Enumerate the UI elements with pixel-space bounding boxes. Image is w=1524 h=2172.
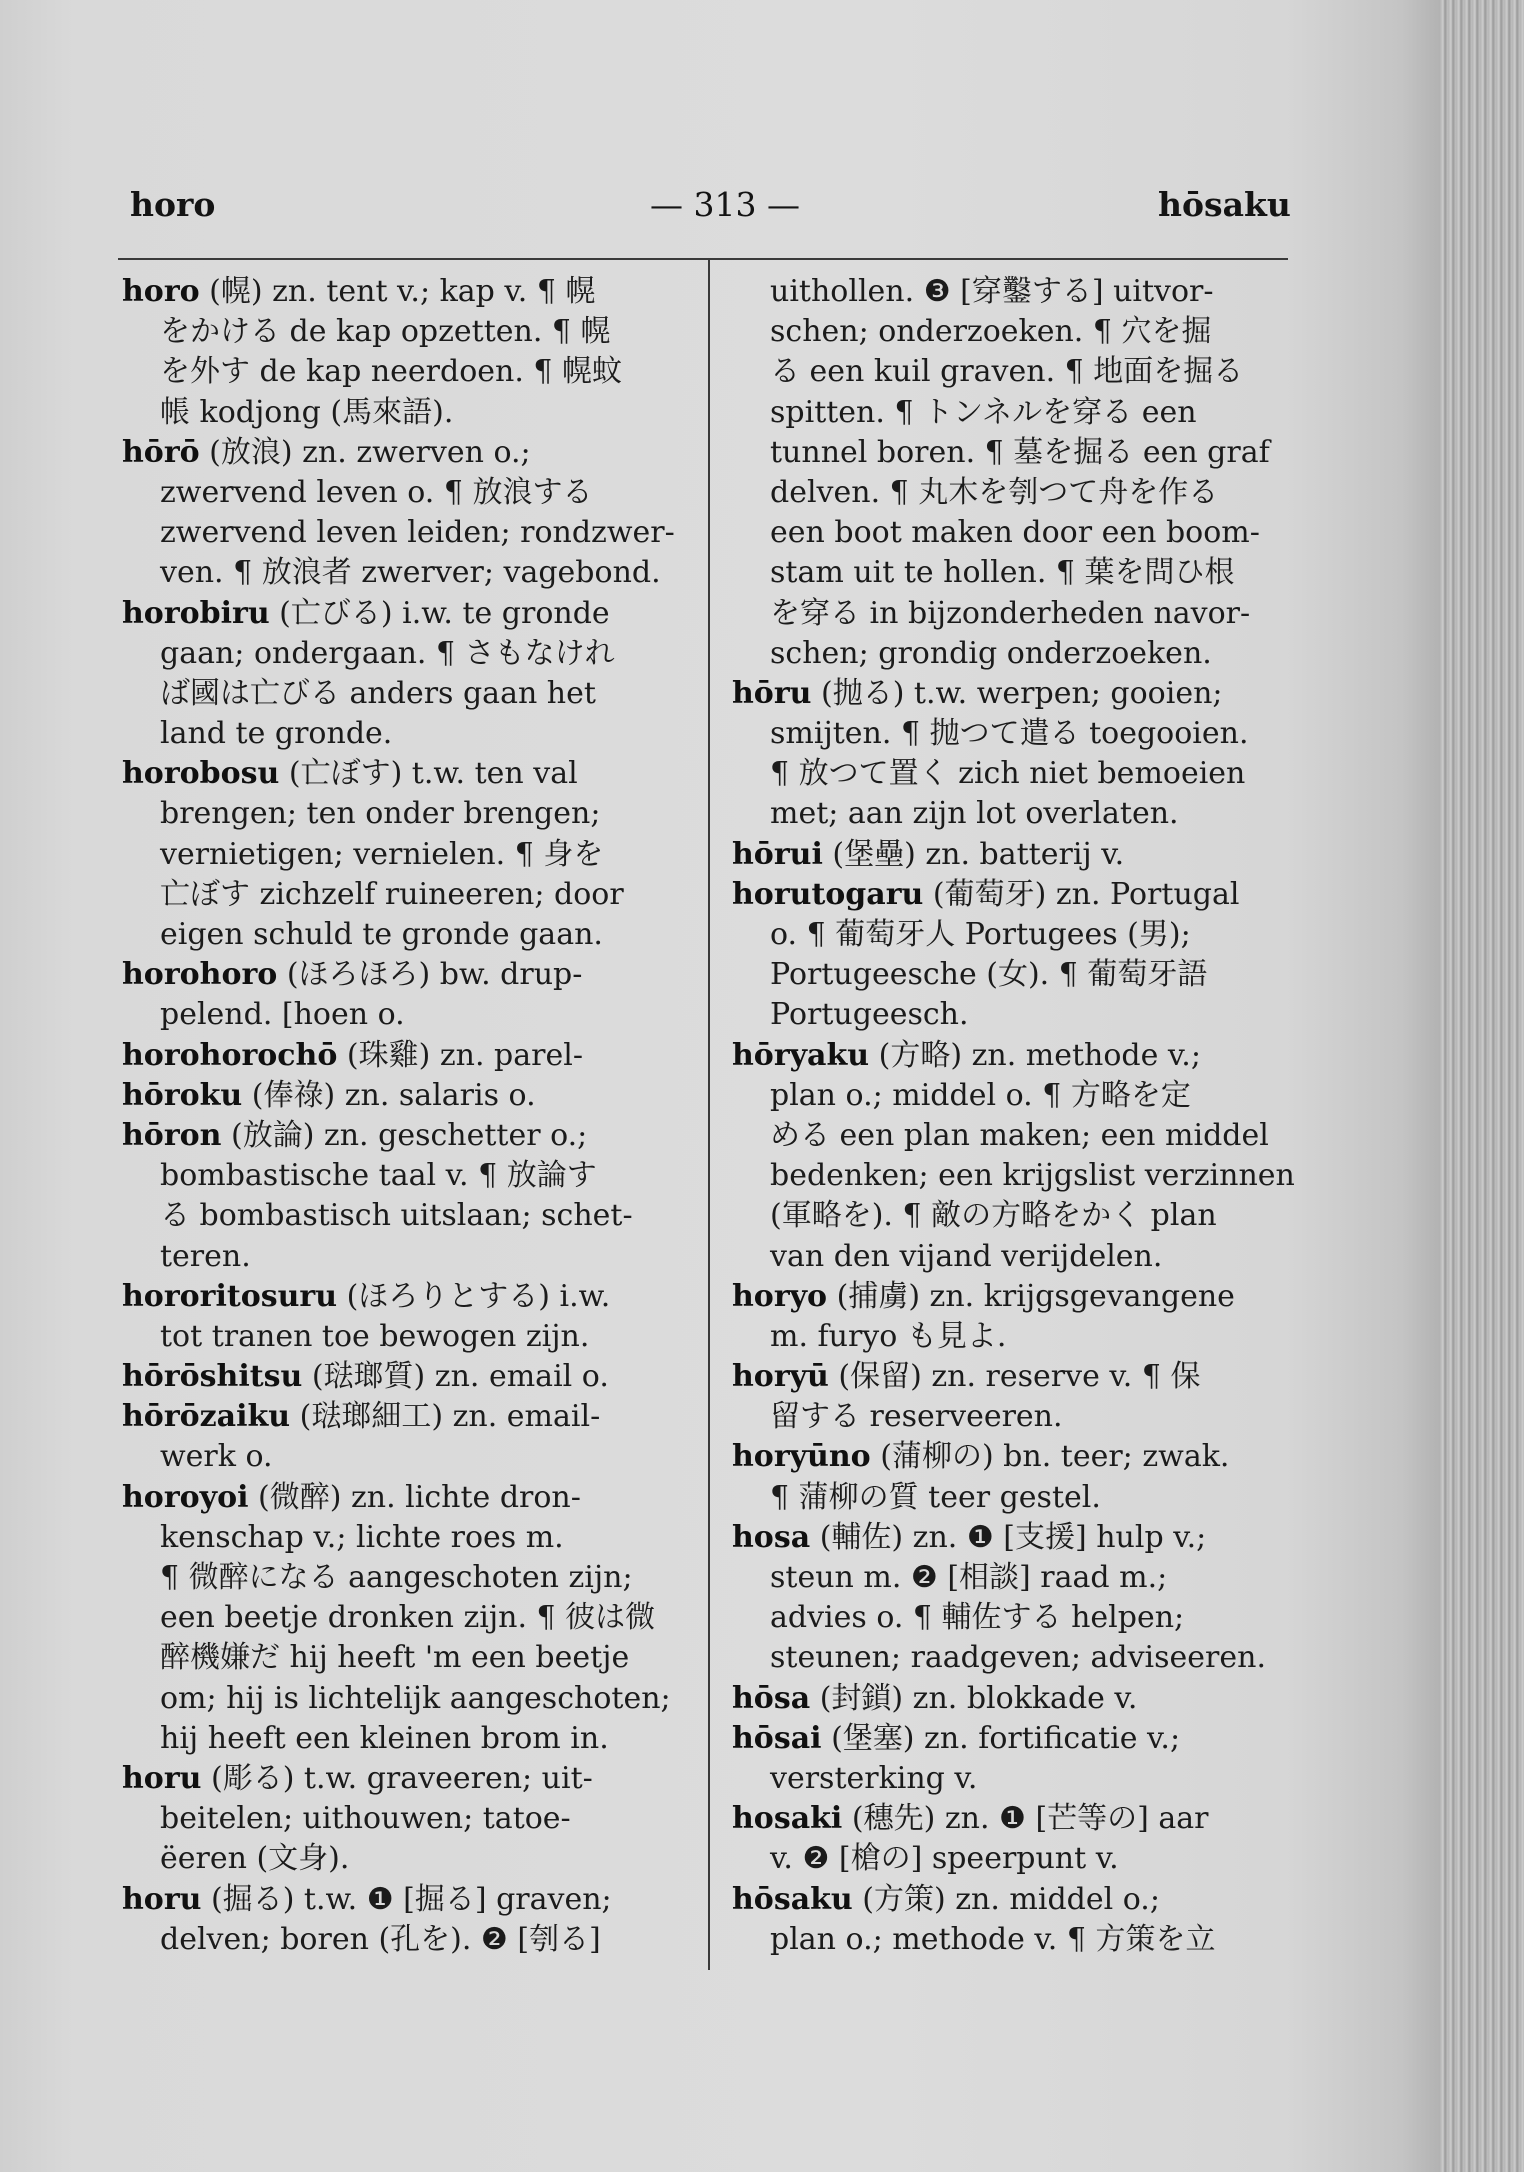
entry-continuation-line: [732, 513, 1307, 553]
entry-continuation-line: [122, 674, 697, 714]
entry-text: 留する reserveeren.: [770, 1399, 1063, 1435]
entry-text: een boot maken door een boom-: [770, 515, 1260, 551]
entry-continuation-line: [122, 1719, 697, 1759]
entry-text: Portugeesch.: [770, 997, 969, 1033]
column-divider: [708, 258, 710, 1970]
entry-continuation-line: [122, 1679, 697, 1719]
entry-text: plan o.; middel o. ¶ 方略を定: [770, 1077, 1191, 1113]
entry-continuation-line: [122, 915, 697, 955]
entry-continuation-line: [732, 1558, 1307, 1598]
headword: hororitosuru: [122, 1278, 338, 1314]
entry-text: ¶ 微醉になる aangeschoten zijn;: [160, 1560, 633, 1595]
entry-line: [732, 1277, 1307, 1317]
entry-continuation-line: [122, 393, 697, 433]
entry-text: (放浪) zn. zwerven o.;: [199, 434, 531, 470]
entry-line: [122, 754, 697, 794]
entry-text: teren.: [160, 1238, 251, 1274]
entry-continuation-line: [122, 553, 697, 593]
entry-text: (輔佐) zn. ❶ [支援] hulp v.;: [810, 1519, 1207, 1555]
entry-continuation-line: [732, 634, 1307, 674]
entry-text: stam uit te hollen. ¶ 葉を問ひ根: [770, 555, 1235, 591]
entry-line: [732, 875, 1307, 915]
entry-text: 醉機嫌だ hij heeft 'm een beetje: [160, 1640, 630, 1676]
headword: horyo: [732, 1278, 828, 1314]
entry-continuation-line: [122, 835, 697, 875]
entry-continuation-line: [732, 352, 1307, 392]
entry-text: land te gronde.: [160, 716, 393, 752]
entry-continuation-line: [732, 1196, 1307, 1236]
entry-text: bedenken; een krijgslist verzinnen: [770, 1158, 1295, 1194]
entry-text: る bombastisch uitslaan; schet-: [160, 1198, 633, 1234]
entry-text: (方略) zn. methode v.;: [869, 1037, 1201, 1073]
entry-continuation-line: [732, 1116, 1307, 1156]
entry-text: (珠雞) zn. parel-: [337, 1037, 583, 1073]
entry-continuation-line: [122, 1196, 697, 1236]
entry-line: [122, 1759, 697, 1799]
entry-text: ば國は亡びる anders gaan het: [160, 675, 596, 711]
page-number: — 313 —: [650, 185, 800, 224]
entry-continuation-line: [732, 1397, 1307, 1437]
entry-text: Portugeesche (女). ¶ 葡萄牙語: [770, 957, 1208, 993]
entry-continuation-line: [122, 995, 697, 1035]
headword: hosa: [732, 1519, 811, 1555]
entry-text: (葡萄牙) zn. Portugal: [923, 876, 1240, 912]
entry-continuation-line: [122, 714, 697, 754]
entry-text: (封鎖) zn. blokkade v.: [810, 1680, 1138, 1716]
entry-text: plan o.; methode v. ¶ 方策を立: [770, 1921, 1216, 1957]
entry-continuation-line: [732, 1156, 1307, 1196]
entry-text: める een plan maken; een middel: [770, 1117, 1269, 1153]
entry-text: met; aan zijn lot overlaten.: [770, 796, 1179, 832]
entry-text: (掘る) t.w. ❶ [掘る] graven;: [201, 1881, 612, 1917]
entry-line: [732, 835, 1307, 875]
entry-continuation-line: [732, 955, 1307, 995]
entry-continuation-line: [122, 794, 697, 834]
entry-line: [122, 1397, 697, 1437]
headword: hōroku: [122, 1077, 243, 1113]
entry-text: advies o. ¶ 輔佐する helpen;: [770, 1600, 1185, 1636]
entry-text: ¶ 蒲柳の質 teer gestel.: [770, 1479, 1101, 1515]
entry-line: [732, 1719, 1307, 1759]
entry-continuation-line: [122, 473, 697, 513]
entry-text: (方策) zn. middel o.;: [852, 1881, 1160, 1917]
entry-text: steun m. ❷ [相談] raad m.;: [770, 1560, 1168, 1595]
headword: hōru: [732, 675, 812, 711]
headword: hōsaku: [732, 1881, 853, 1917]
entry-text: tunnel boren. ¶ 墓を掘る een graf: [770, 434, 1270, 470]
entry-text: 亡ぼす zichzelf ruineeren; door: [160, 876, 624, 912]
headword: hōsai: [732, 1720, 822, 1756]
entry-text: om; hij is lichtelijk aangeschoten;: [160, 1680, 671, 1716]
entry-text: schen; grondig onderzoeken.: [770, 635, 1212, 671]
entry-text: van den vijand verijdelen.: [770, 1238, 1163, 1274]
left-column: [122, 272, 697, 1960]
headword: horobiru: [122, 595, 270, 631]
entry-text: bombastische taal v. ¶ 放論す: [160, 1158, 597, 1194]
entry-text: zwervend leven leiden; rondzwer-: [160, 515, 675, 551]
entry-continuation-line: [122, 1920, 697, 1960]
entry-continuation-line: [122, 1598, 697, 1638]
headword: hōrōshitsu: [122, 1359, 303, 1395]
entry-text: (蒲柳の) bn. teer; zwak.: [870, 1439, 1230, 1475]
headword: hōryaku: [732, 1037, 870, 1073]
entry-continuation-line: [122, 1156, 697, 1196]
entry-text: spitten. ¶ トンネルを穿る een: [770, 394, 1197, 430]
entry-line: [122, 1478, 697, 1518]
entry-continuation-line: [732, 915, 1307, 955]
entry-line: [122, 1277, 697, 1317]
entry-continuation-line: [732, 1920, 1307, 1960]
entry-text: ëeren (文身).: [160, 1841, 350, 1877]
entry-text: (俸祿) zn. salaris o.: [242, 1077, 536, 1113]
entry-text: ven. ¶ 放浪者 zwerver; vagebond.: [160, 555, 661, 591]
entry-text: werk o.: [160, 1439, 273, 1475]
entry-continuation-line: [732, 1598, 1307, 1638]
entry-text: 帳 kodjong (馬來語).: [160, 394, 454, 430]
entry-line: [732, 1679, 1307, 1719]
entry-text: (琺瑯細工) zn. email-: [290, 1399, 601, 1435]
header-rule: [118, 258, 1288, 260]
entry-line: [732, 1357, 1307, 1397]
page-edges: [1440, 0, 1524, 2172]
entry-text: een beetje dronken zijn. ¶ 彼は微: [160, 1600, 656, 1636]
entry-text: (抛る) t.w. werpen; gooien;: [811, 675, 1223, 711]
headword: hōrō: [122, 434, 200, 470]
entry-text: schen; onderzoeken. ¶ 穴を掘: [770, 314, 1212, 350]
entry-text: (放論) zn. geschetter o.;: [221, 1117, 588, 1153]
entry-continuation-line: [732, 1237, 1307, 1277]
headword: horyū: [732, 1359, 829, 1395]
entry-continuation-line: [122, 1237, 697, 1277]
entry-text: zwervend leven o. ¶ 放浪する: [160, 474, 593, 510]
entry-text: smijten. ¶ 抛つて遣る toegooien.: [770, 716, 1249, 752]
entry-text: brengen; ten onder brengen;: [160, 796, 601, 832]
entry-text: uithollen. ❸ [穿鑿する] uitvor-: [770, 274, 1214, 309]
entry-line: [732, 1799, 1307, 1839]
entry-continuation-line: [732, 1839, 1307, 1879]
entry-continuation-line: [732, 754, 1307, 794]
entry-line: [732, 674, 1307, 714]
headword: hosaki: [732, 1801, 843, 1837]
headword: horu: [122, 1881, 202, 1917]
entry-text: をかける de kap opzetten. ¶ 幌: [160, 314, 611, 350]
entry-continuation-line: [122, 1638, 697, 1678]
entry-line: [122, 272, 697, 312]
entry-line: [122, 955, 697, 995]
entry-continuation-line: [122, 875, 697, 915]
right-column: [732, 272, 1307, 1960]
guide-word-right: hōsaku: [1158, 185, 1291, 224]
headword: hōron: [122, 1117, 222, 1153]
entry-text: beitelen; uithouwen; tatoe-: [160, 1801, 571, 1837]
entry-continuation-line: [732, 714, 1307, 754]
entry-text: (捕虜) zn. krijgsgevangene: [827, 1278, 1235, 1314]
headword: horutogaru: [732, 876, 924, 912]
entry-text: (保留) zn. reserve v. ¶ 保: [828, 1359, 1201, 1395]
entry-line: [122, 1116, 697, 1156]
entry-continuation-line: [732, 473, 1307, 513]
entry-continuation-line: [122, 312, 697, 352]
headword: horoyoi: [122, 1479, 249, 1515]
entry-line: [122, 1076, 697, 1116]
entry-continuation-line: [122, 1518, 697, 1558]
entry-text: delven; boren (孔を). ❷ [刳る]: [160, 1921, 601, 1957]
entry-line: [732, 1437, 1307, 1477]
entry-continuation-line: [732, 393, 1307, 433]
entry-text: vernietigen; vernielen. ¶ 身を: [160, 836, 604, 872]
entry-continuation-line: [122, 1317, 697, 1357]
entry-text: tot tranen toe bewogen zijn.: [160, 1318, 590, 1354]
entry-line: [122, 1036, 697, 1076]
headword: hōsa: [732, 1680, 811, 1716]
headword: hōrui: [732, 836, 823, 872]
entry-continuation-line: [732, 272, 1307, 312]
entry-continuation-line: [122, 1839, 697, 1879]
headword: horohorochō: [122, 1037, 338, 1073]
entry-text: steunen; raadgeven; adviseeren.: [770, 1640, 1266, 1676]
entry-line: [122, 433, 697, 473]
entry-text: versterking v.: [770, 1760, 978, 1796]
entry-text: る een kuil graven. ¶ 地面を掘る: [770, 354, 1244, 390]
entry-continuation-line: [732, 594, 1307, 634]
entry-text: o. ¶ 葡萄牙人 Portugees (男);: [770, 917, 1191, 952]
entry-text: hij heeft een kleinen brom in.: [160, 1720, 609, 1756]
entry-continuation-line: [732, 794, 1307, 834]
headword: horohoro: [122, 957, 278, 993]
headword: horyūno: [732, 1439, 871, 1475]
entry-continuation-line: [122, 1799, 697, 1839]
entry-text: (ほろりとする) i.w.: [337, 1278, 611, 1314]
entry-line: [732, 1518, 1307, 1558]
entry-line: [732, 1036, 1307, 1076]
entry-text: gaan; ondergaan. ¶ さもなけれ: [160, 635, 615, 671]
entry-text: (堡壘) zn. batterij v.: [822, 836, 1125, 872]
entry-continuation-line: [732, 1759, 1307, 1799]
headword: horu: [122, 1760, 202, 1796]
entry-text: (幌) zn. tent v.; kap v. ¶ 幌: [199, 274, 596, 309]
entry-continuation-line: [122, 352, 697, 392]
entry-text: kenschap v.; lichte roes m.: [160, 1519, 564, 1555]
entry-text: v. ❷ [槍の] speerpunt v.: [770, 1841, 1119, 1877]
entry-text: ¶ 放つて置く zich niet bemoeien: [770, 756, 1246, 792]
entry-continuation-line: [732, 312, 1307, 352]
entry-continuation-line: [732, 995, 1307, 1035]
entry-continuation-line: [122, 513, 697, 553]
entry-text: (ほろほろ) bw. drup-: [277, 957, 583, 993]
entry-text: (亡ぼす) t.w. ten val: [279, 756, 578, 792]
guide-word-left: horo: [130, 185, 216, 224]
entry-continuation-line: [732, 1317, 1307, 1357]
entry-text: delven. ¶ 丸木を刳つて舟を作る: [770, 474, 1219, 510]
entry-continuation-line: [732, 1638, 1307, 1678]
entry-text: pelend. [hoen o.: [160, 997, 405, 1033]
entry-continuation-line: [732, 553, 1307, 593]
entry-line: [122, 594, 697, 634]
entry-continuation-line: [732, 1076, 1307, 1116]
entry-text: (堡塞) zn. fortificatie v.;: [821, 1720, 1181, 1756]
headword: horo: [122, 274, 200, 309]
entry-continuation-line: [122, 634, 697, 674]
entry-text: (琺瑯質) zn. email o.: [302, 1359, 609, 1395]
entry-continuation-line: [122, 1437, 697, 1477]
entry-line: [122, 1880, 697, 1920]
entry-line: [732, 1880, 1307, 1920]
entry-text: を外す de kap neerdoen. ¶ 幌蚊: [160, 354, 623, 390]
entry-line: [122, 1357, 697, 1397]
entry-text: (軍略を). ¶ 敵の方略をかく plan: [770, 1198, 1217, 1234]
entry-text: (彫る) t.w. graveeren; uit-: [201, 1760, 593, 1796]
entry-text: m. furyo も見よ.: [770, 1318, 1007, 1354]
headword: hōrōzaiku: [122, 1399, 291, 1435]
entry-text: (微醉) zn. lichte dron-: [248, 1479, 581, 1515]
entry-text: を穿る in bijzonderheden navor-: [770, 595, 1251, 631]
entry-continuation-line: [732, 1478, 1307, 1518]
headword: horobosu: [122, 756, 280, 792]
entry-text: (亡びる) i.w. te gronde: [269, 595, 610, 631]
entry-continuation-line: [122, 1558, 697, 1598]
entry-continuation-line: [732, 433, 1307, 473]
entry-text: eigen schuld te gronde gaan.: [160, 917, 603, 952]
entry-text: (穗先) zn. ❶ [芒等の] aar: [842, 1801, 1209, 1837]
